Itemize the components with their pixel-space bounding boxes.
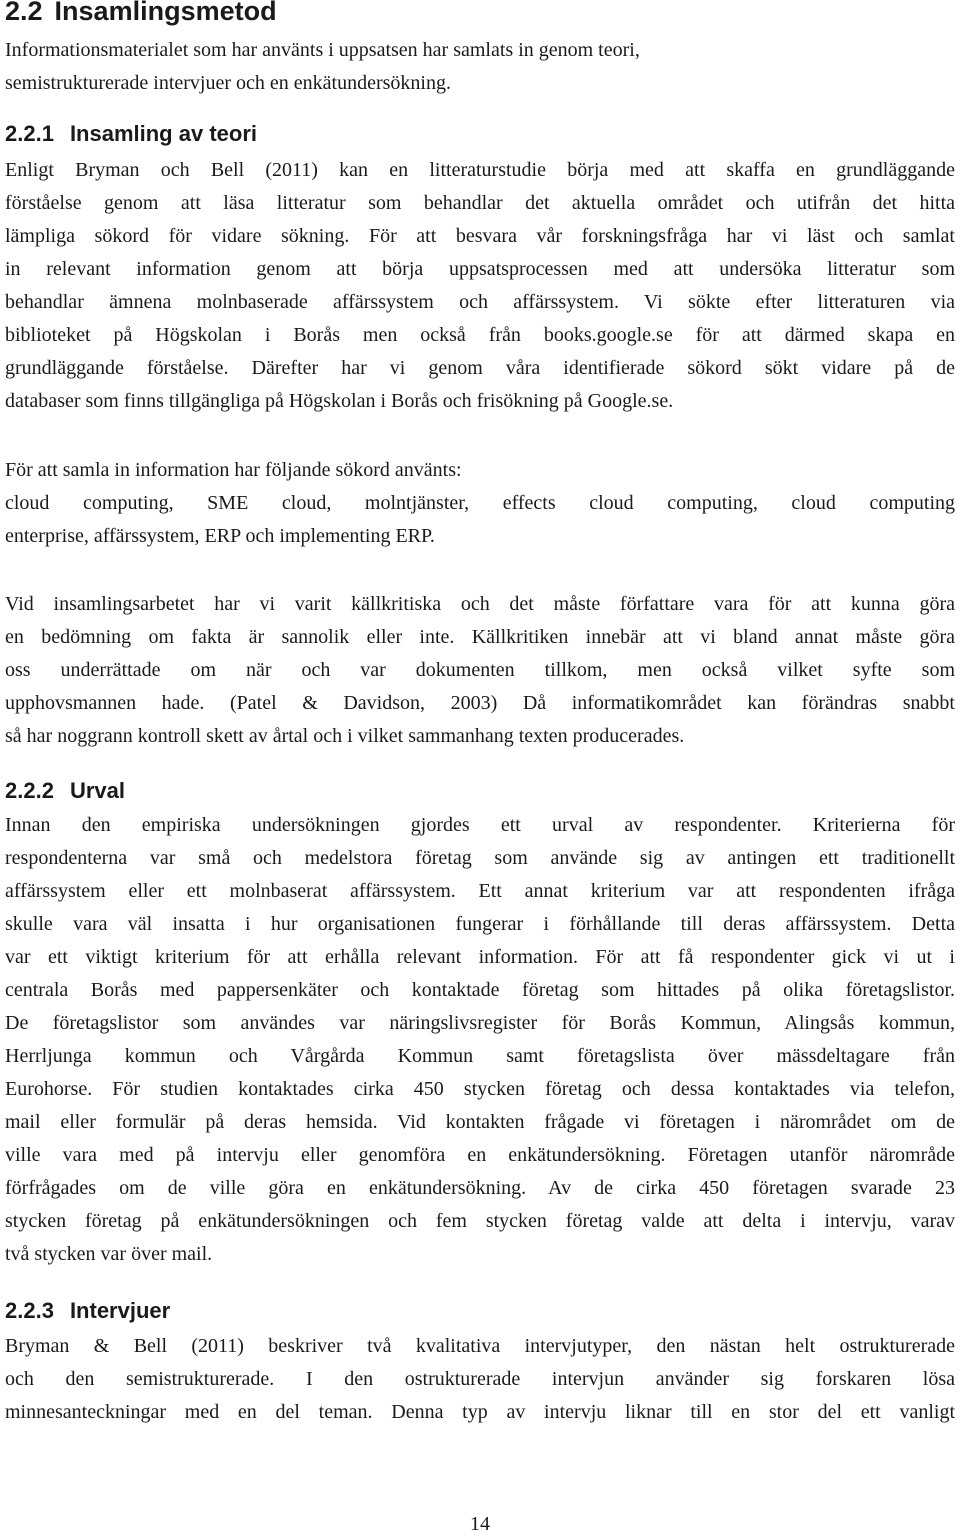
selection-paragraph (5, 809, 955, 1271)
section-intro-paragraph (5, 34, 955, 100)
text-line: skulle vara väl insatta i hur organisationen fungerar i förhållande till deras affärssystem. Detta (5, 913, 955, 935)
text-line: var ett viktigt kriterium för att erhålla relevant information. För att få respondenter gick vi ut i (5, 946, 955, 968)
subsection-heading-3 (5, 1298, 170, 1324)
text-line: och den semistrukturerade. I den ostrukturerade intervjun använder sig forskaren lösa (5, 1368, 955, 1390)
subsection-number: 2.2.3 (5, 1298, 54, 1323)
text-line: affärssystem eller ett molnbaserat affärssystem. Ett annat kriterium var att respondenten ifråga (5, 880, 955, 902)
subsection-title: Insamling av teori (69, 121, 257, 146)
subsection-title: Intervjuer (69, 1298, 171, 1323)
text-line: en bedömning om fakta är sannolik eller inte. Källkritiken innebär att vi bland annat måste göra (5, 626, 955, 648)
text-line: enterprise, affärssystem, ERP och implementing ERP. (5, 525, 435, 547)
text-line: Bryman & Bell (2011) beskriver två kvalitativa intervjutyper, den nästan helt ostrukturerade (5, 1335, 955, 1357)
section-heading (5, 0, 277, 27)
text-line: två stycken var över mail. (5, 1243, 213, 1265)
text-line: semistrukturerade intervjuer och en enkätundersökning. (5, 72, 451, 94)
text-line: Herrljunga kommun och Vårgårda Kommun samt företagslista över mässdeltagare från (5, 1045, 955, 1067)
text-line: Eurohorse. För studien kontaktades cirka 450 stycken företag och dessa kontaktades via telefon, (5, 1078, 955, 1100)
text-line: oss underrättade om när och var dokumenten tillkom, men också vilket syfte som (5, 659, 955, 681)
text-line: respondenterna var små och medelstora företag som använde sig av antingen ett traditionellt (5, 847, 955, 869)
text-line: grundläggande förståelse. Därefter har vi genom våra identifierade sökord sökt vidare på de (5, 357, 955, 379)
text-line: Innan den empiriska undersökningen gjordes ett urval av respondenter. Kriterierna för (5, 814, 955, 836)
subsection-number: 2.2.2 (5, 778, 54, 803)
subsection-heading-1 (5, 121, 257, 147)
theory-paragraph-1 (5, 154, 955, 418)
text-line: För att samla in information har följande sökord använts: (5, 459, 462, 481)
subsection-title: Urval (69, 778, 125, 803)
page-number: 14 (470, 1513, 490, 1535)
text-line: Informationsmaterialet som har använts i uppsatsen har samlats in genom teori, (5, 39, 640, 61)
text-line: cloud computing, SME cloud, molntjänster, effects cloud computing, cloud computing (5, 492, 955, 514)
text-line: så har noggrann kontroll skett av årtal och i vilket sammanhang texten producerades. (5, 725, 685, 747)
text-line: centrala Borås med pappersenkäter och kontaktade företag som hittades på olika företagslistor. (5, 979, 955, 1001)
text-line: lämpliga sökord för vidare sökning. För att besvara vår forskningsfråga har vi läst och samlat (5, 225, 955, 247)
theory-paragraph-keywords (5, 454, 955, 553)
theory-paragraph-source-criticism (5, 588, 955, 753)
text-line: upphovsmannen hade. (Patel & Davidson, 2003) Då informatikområdet kan förändras snabbt (5, 692, 955, 714)
section-number: 2.2 (5, 0, 43, 26)
text-line: behandlar ämnena molnbaserade affärssystem och affärssystem. Vi sökte efter litteraturen via (5, 291, 955, 313)
text-line: ville vara med på intervju eller genomföra en enkätundersökning. Företagen utanför närområde (5, 1144, 955, 1166)
text-line: minnesanteckningar med en del teman. Denna typ av intervju liknar till en stor del ett vanligt (5, 1401, 955, 1423)
text-line: Enligt Bryman och Bell (2011) kan en litteraturstudie börja med att skaffa en grundläggande (5, 159, 955, 181)
text-line: stycken företag på enkätundersökningen och fem stycken företag valde att delta i intervju, varav (5, 1210, 955, 1232)
section-title: Insamlingsmetod (54, 0, 277, 26)
text-line: in relevant information genom att börja uppsatsprocessen med att undersöka litteratur som (5, 258, 955, 280)
text-line: förståelse genom att läsa litteratur som behandlar det aktuella området och utifrån det hitta (5, 192, 955, 214)
text-line: De företagslistor som användes var näringslivsregister för Borås Kommun, Alingsås kommun, (5, 1012, 955, 1034)
text-line: databaser som finns tillgängliga på Högskolan i Borås och frisökning på Google.se. (5, 390, 674, 412)
subsection-heading-2 (5, 778, 125, 804)
text-line: mail eller formulär på deras hemsida. Vid kontakten frågade vi företagen i närområdet om de (5, 1111, 955, 1133)
text-line: Vid insamlingsarbetet har vi varit källkritiska och det måste författare vara för att kunna göra (5, 593, 955, 615)
interviews-paragraph (5, 1330, 955, 1429)
text-line: förfrågades om de ville göra en enkätundersökning. Av de cirka 450 företagen svarade 23 (5, 1177, 955, 1199)
subsection-number: 2.2.1 (5, 121, 54, 146)
text-line: biblioteket på Högskolan i Borås men också från books.google.se för att därmed skapa en (5, 324, 955, 346)
